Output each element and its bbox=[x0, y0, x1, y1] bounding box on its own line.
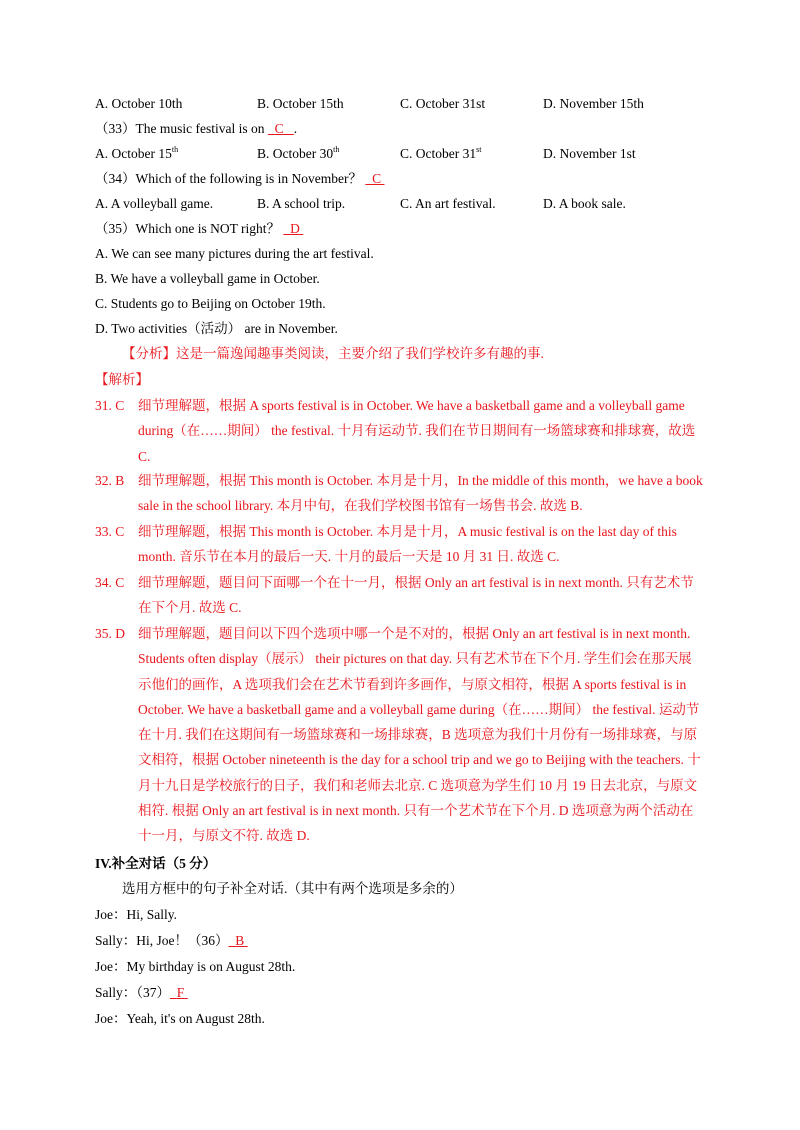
q35-text: Which one is NOT right？ bbox=[135, 221, 284, 236]
blank-36-answer: B bbox=[235, 933, 245, 948]
q32-option-b: B. October 15th bbox=[257, 96, 344, 111]
q34-answer: C bbox=[372, 171, 382, 186]
dialog-line-4: Sally：（37） F bbox=[95, 984, 188, 1002]
dialog-line-3: Joe：My birthday is on August 28th. bbox=[95, 959, 296, 974]
q34-option-d: D. A book sale. bbox=[543, 196, 626, 211]
dialog-line-1: Joe：Hi, Sally. bbox=[95, 907, 177, 922]
q33-text: The music festival is on bbox=[135, 121, 268, 136]
section-4-title: IV.补全对话（5 分） bbox=[95, 856, 217, 871]
section-4-instruction: 选用方框中的句子补全对话.（其中有两个选项是多余的） bbox=[122, 881, 463, 896]
q34-stem bbox=[95, 170, 384, 188]
q33-option-c: C. October 31st bbox=[400, 145, 482, 161]
dialog-line-2: Sally：Hi, Joe！（36） B bbox=[95, 932, 248, 950]
q35-option-d: D. Two activities（活动） are in November. bbox=[95, 321, 338, 336]
q32-option-a: A. October 10th bbox=[95, 96, 183, 111]
q33-number: （33） bbox=[95, 121, 136, 136]
q32-option-d: D. November 15th bbox=[543, 96, 644, 111]
q33-option-b: B. October 30th bbox=[257, 145, 340, 161]
q35-option-b: B. We have a volleyball game in October. bbox=[95, 271, 320, 286]
q34-option-b: B. A school trip. bbox=[257, 196, 346, 211]
q32-option-c: C. October 31st bbox=[400, 96, 486, 111]
q34-text: Which of the following is in November？ bbox=[135, 171, 366, 186]
q35-option-a: A. We can see many pictures during the art festival. bbox=[95, 246, 374, 261]
q33-answer: C bbox=[274, 121, 284, 136]
dialog-line-5: Joe：Yeah, it's on August 28th. bbox=[95, 1011, 265, 1026]
document-page: A. October 10th B. October 15th C. October 31st D. November 15th （33）The music festival is on C . A. October 15th B. October 30th C. October 31st D. November 1st （34）Which of the following is in November？ C A. A volleyball game. B. A school trip. C. An art festival. D. A book sale. （35）Which one is NOT right？ D A. We can see many pictures during the art festival. B. We have a volleyball game in October. C. Students go to Beijing on October 19th. D. Two activities（活动） are in November. 【分析】这是一篇逸闻趣事类阅读，主要介绍了我们学校许多有趣的事. 【解析】 31. C 细节理解题，根据 A sports festival is in October. We have a basketball game and a volleyball game during（在……期间） the festival. 十月有运动节. 我们在节日期间有一场篮球赛和排球赛，故选 C. 32. B 细节理解题，根据 This month is October. 本月是十月，In the middle of this month，we have a book sale in the school library. 本月中旬，在我们学校图书馆有一场售书会. 故选 B. 33. C 细节理解题，根据 This month is October. 本月是十月，A music festival is on the last day of this month. 音乐节在本月的最后一天. 十月的最后一天是 10 月 31 日. 故选 C. 34. C 细节理解题，题目问下面哪一个在十一月，根据 Only an art festival is in next month. 只有艺术节在下个月. 故选 C. 35. D 细节理解题，题目问以下四个选项中哪一个是不对的，根据 Only an art festival is in next month. Students often display（展示） their pictures on that day. 只有艺术节在下个月. 学生们会在那天展示他们的画作，A 选项我们会在艺术节看到许多画作，与原文相符，根据 A sports festival is in October. We have a basketball game and a volleyball game during（在……期间） the festival. 运动节在十月. 我们在这期间有一场篮球赛和一场排球赛，B 选项意为我们十月份有一场排球赛，与原文相符，根据 October nineteenth is the day for a school trip and we go to Beijing with the teachers. 十月十九日是学校旅行的日子，我们和老师去北京. C 选项意为学生们 10 月 19 日去北京，与原文相符. 根据 Only an art festival is in next month. 只有一个艺术节在下个月. D 选项意为两个活动在十一月，与原文不符. 故选 D. IV.补全对话（5 分） 选用方框中的句子补全对话.（其中有两个选项是多余的） Joe：Hi, Sally. Sally：Hi, Joe！（36） B Joe：My birthday is on August 28th. Sally：（37） F Joe：Yeah, it's on August 28th. bbox=[95, 96, 703, 1026]
q35-stem bbox=[95, 220, 303, 238]
q34-option-a: A. A volleyball game. bbox=[95, 196, 214, 211]
q33-stem: （33）The music festival is on C . bbox=[95, 121, 298, 136]
q35-answer: D bbox=[290, 221, 300, 236]
q34-number: （34） bbox=[95, 171, 136, 186]
blank-37-answer: F bbox=[176, 985, 185, 1000]
analysis-intro: 【分析】这是一篇逸闻趣事类阅读，主要介绍了我们学校许多有趣的事. bbox=[122, 346, 544, 361]
q35-number: （35） bbox=[95, 221, 136, 236]
q33-option-d: D. November 1st bbox=[543, 146, 636, 161]
q35-option-c: C. Students go to Beijing on October 19th. bbox=[95, 296, 326, 311]
jiexi-label: 【解析】 bbox=[95, 372, 149, 387]
q33-option-a: A. October 15th bbox=[95, 145, 179, 161]
q34-option-c: C. An art festival. bbox=[400, 196, 496, 211]
